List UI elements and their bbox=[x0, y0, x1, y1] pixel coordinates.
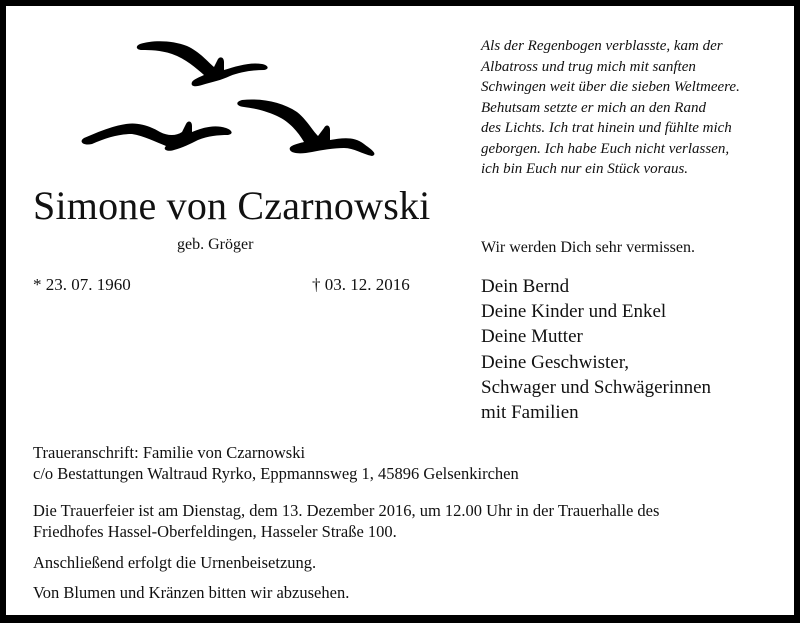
flying-birds-icon bbox=[72, 32, 382, 162]
service-line: Friedhofes Hassel-Oberfeldingen, Hasseler Straße 100. bbox=[33, 522, 397, 541]
death-date: † 03. 12. 2016 bbox=[312, 275, 410, 294]
poem-line: des Lichts. Ich trat hinein und fühlte mich bbox=[481, 120, 732, 136]
mourner: Dein Bernd bbox=[481, 276, 570, 297]
mourner: Deine Mutter bbox=[481, 326, 583, 348]
service-line: Die Trauerfeier ist am Dienstag, dem 13. Dezember 2016, um 12.00 Uhr in der Trauerhalle des bbox=[33, 501, 660, 520]
miss-line: Wir werden Dich sehr vermissen. bbox=[481, 239, 695, 256]
urn-burial-line: Anschließend erfolgt die Urnenbeisetzung. bbox=[33, 553, 317, 572]
mourning-address bbox=[33, 442, 519, 484]
poem-line: Schwingen weit über die sieben Weltmeere. bbox=[481, 79, 740, 95]
deceased-name: Simone von Czarnowski bbox=[33, 183, 431, 228]
obituary-notice bbox=[6, 6, 794, 615]
poem-line: Behutsam setzte er mich an den Rand bbox=[481, 99, 706, 116]
poem-line: ich bin Euch nur ein Stück voraus. bbox=[481, 161, 689, 177]
address-line: c/o Bestattungen Waltraud Ryrko, Eppmannsweg 1, 45896 Gelsenkirchen bbox=[33, 464, 519, 483]
birth-date: * 23. 07. 1960 bbox=[33, 275, 131, 294]
poem-line: Albatross und trug mich mit sanften bbox=[481, 58, 696, 75]
funeral-service-info bbox=[33, 500, 659, 542]
poem-line: geborgen. Ich habe Euch nicht verlassen, bbox=[481, 140, 730, 157]
poem-line: Als der Regenbogen verblasste, kam der bbox=[481, 38, 723, 54]
mourner: Deine Kinder und Enkel bbox=[481, 301, 667, 323]
poem bbox=[481, 36, 786, 180]
address-line: Traueranschrift: Familie von Czarnowski bbox=[33, 443, 306, 462]
mourner: Deine Geschwister, bbox=[481, 351, 630, 373]
flowers-request-line: Von Blumen und Kränzen bitten wir abzusehen. bbox=[33, 583, 350, 602]
mourner: mit Familien bbox=[481, 402, 579, 424]
mourners-list bbox=[481, 274, 711, 425]
maiden-name: geb. Gröger bbox=[177, 236, 254, 253]
mourner: Schwager und Schwägerinnen bbox=[481, 376, 712, 398]
